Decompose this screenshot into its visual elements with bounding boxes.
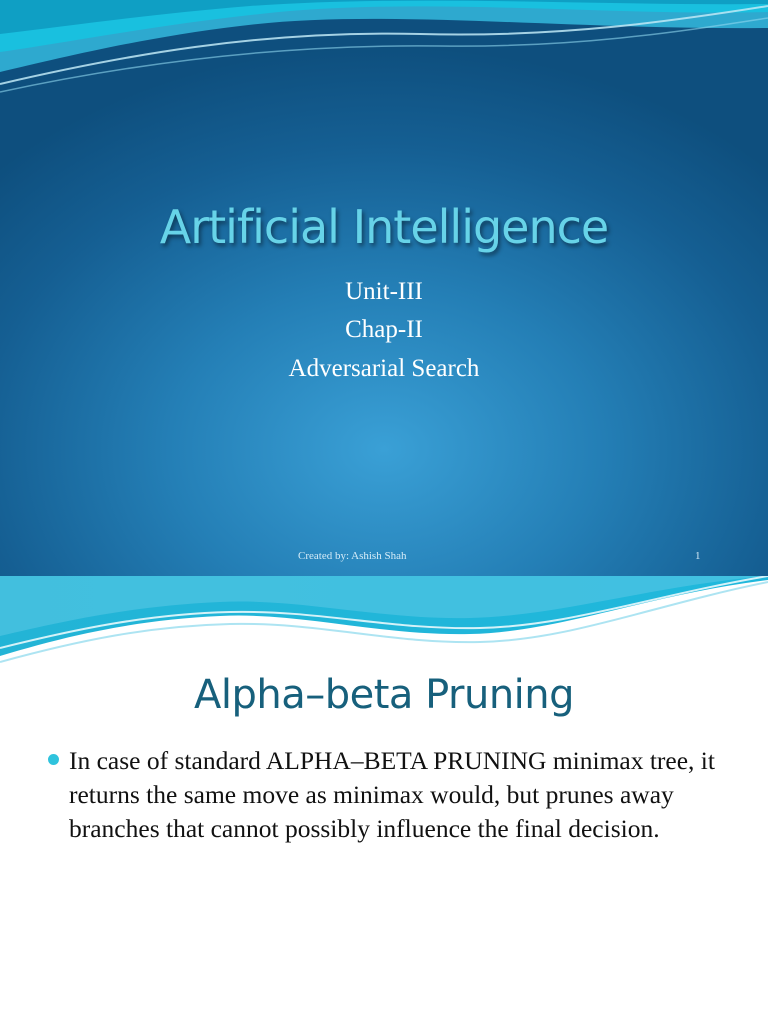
- bullet-dot-icon: [48, 754, 59, 765]
- slide-number: 1: [695, 550, 701, 562]
- slide-title: Artificial Intelligence: [159, 200, 609, 254]
- slide-2: [0, 576, 768, 1024]
- wave-decoration: [0, 0, 768, 110]
- subtitle-line-unit: Unit-III: [345, 278, 423, 305]
- slide-title: Alpha–beta Pruning: [193, 672, 575, 718]
- bullet-text: In case of standard ALPHA–BETA PRUNING minimax tree, it returns the same move as minimax would, but prunes away branches that cannot possibly influence the final decision.: [69, 746, 715, 843]
- subtitle-line-chapter: Chap-II: [345, 316, 423, 343]
- subtitle-line-topic: Adversarial Search: [288, 355, 480, 382]
- wave-decoration: [0, 576, 768, 672]
- footer-credit: Created by: Ashish Shah: [298, 550, 407, 562]
